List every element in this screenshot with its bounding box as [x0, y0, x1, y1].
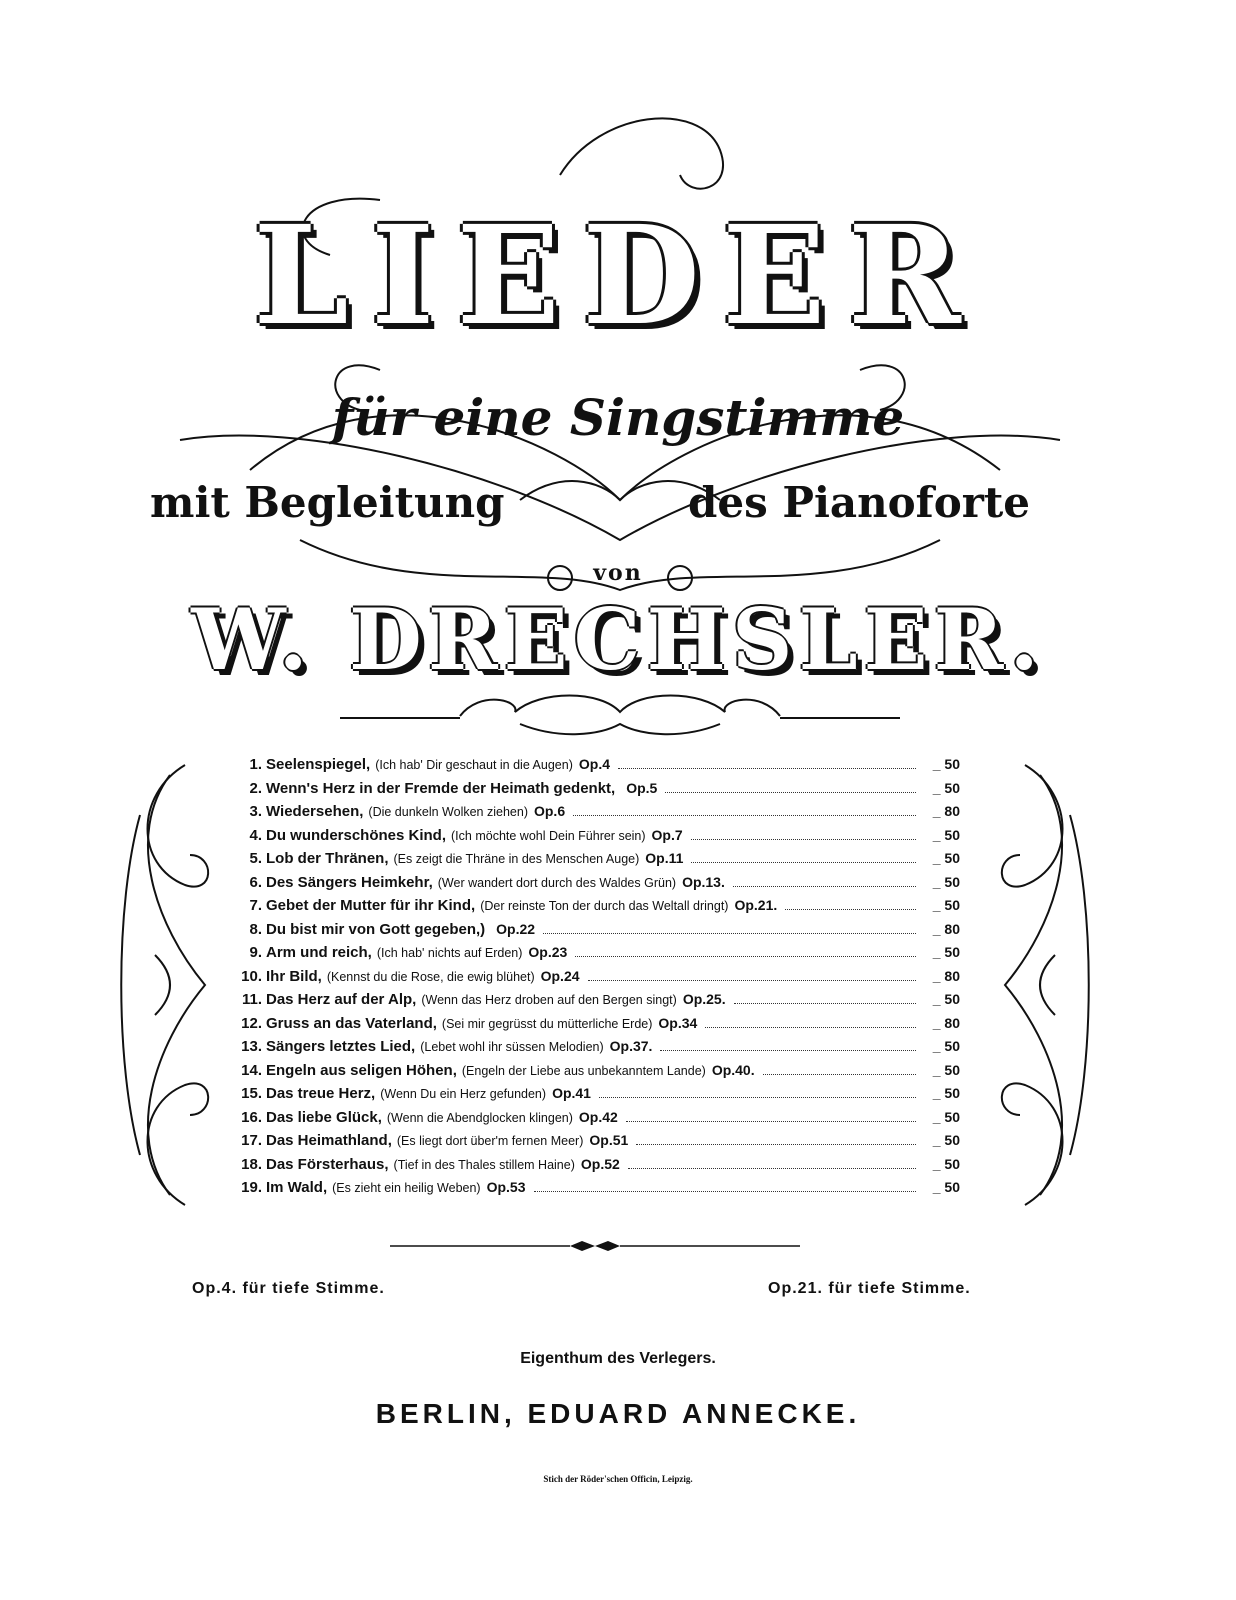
song-number: 12.: [241, 1014, 262, 1032]
subtitle-accompaniment-right: des Pianoforte: [688, 478, 1030, 527]
song-number: 14.: [241, 1061, 262, 1079]
engraver-credit: Stich der Röder'schen Officin, Leipzig.: [543, 1474, 693, 1484]
list-divider: [390, 1236, 800, 1256]
song-first-line: (Es zeigt die Thräne in des Menschen Auge): [393, 852, 640, 866]
song-title: Du bist mir von Gott gegeben,): [266, 920, 486, 938]
leader-dots: [691, 839, 916, 840]
song-first-line: (Der reinste Ton der durch das Weltall dringt): [480, 899, 729, 913]
song-opus: Op.53: [486, 1179, 526, 1195]
song-opus: Op.7: [651, 826, 683, 843]
leader-dots: [665, 792, 916, 793]
song-opus: Op.5: [626, 779, 658, 796]
song-opus: Op.34: [658, 1014, 698, 1031]
song-price: _ 50: [932, 1179, 960, 1195]
song-number: 19.: [241, 1179, 262, 1196]
song-price: _ 80: [932, 803, 960, 819]
song-title: Lob der Thränen,: [266, 850, 389, 867]
leader-dots: [763, 1074, 916, 1075]
song-first-line: (Tief in des Thales stillem Haine): [393, 1157, 575, 1172]
note-low-voice-op21: Op.21. für tiefe Stimme.: [768, 1280, 971, 1297]
song-list-item: [220, 1132, 960, 1156]
song-price: _ 50: [932, 873, 960, 890]
song-title: Engeln aus seligen Höhen,: [266, 1061, 457, 1079]
song-opus: Op.4: [578, 756, 610, 772]
song-list-item: [220, 827, 960, 851]
song-opus: Op.6: [533, 803, 566, 819]
song-number: 5.: [249, 850, 262, 867]
song-opus: Op.21.: [734, 897, 778, 913]
leader-dots: [705, 1027, 916, 1028]
leader-dots: [618, 768, 916, 769]
song-title: Das Heimathland,: [266, 1132, 392, 1149]
song-opus: Op.37.: [609, 1038, 653, 1054]
right-scroll-ornament: [985, 755, 1095, 1215]
song-number: 9.: [249, 944, 262, 961]
song-list-item: [220, 1156, 960, 1180]
song-number: 4.: [249, 826, 262, 844]
song-list-item: [220, 944, 960, 968]
song-list-item: [220, 991, 960, 1015]
leader-dots: [691, 862, 916, 863]
song-opus: Op.41: [552, 1085, 591, 1101]
song-title: Wenn's Herz in der Fremde der Heimath gedenkt,: [266, 779, 616, 797]
song-list-item: [220, 756, 960, 780]
song-opus: Op.22: [496, 920, 536, 937]
subtitle-voice: für eine Singstimme: [331, 388, 905, 447]
leader-dots: [534, 1191, 917, 1192]
song-title: Des Sängers Heimkehr,: [266, 873, 433, 891]
song-price: _ 80: [932, 967, 960, 984]
property-notice: Eigenthum des Verlegers.: [520, 1350, 716, 1367]
by-label: von: [593, 560, 643, 586]
song-opus: Op.40.: [711, 1061, 755, 1078]
song-price: _ 50: [932, 850, 960, 866]
song-first-line: (Es liegt dort über'm fernen Meer): [396, 1134, 584, 1148]
song-list-item: [220, 780, 960, 804]
leader-dots: [543, 933, 916, 934]
song-list-item: [220, 968, 960, 992]
song-price: _ 50: [932, 779, 960, 796]
song-list-item: [220, 1179, 960, 1203]
song-number: 3.: [249, 803, 262, 820]
song-title: Ihr Bild,: [266, 967, 322, 985]
song-opus: Op.25.: [682, 991, 726, 1007]
song-list-item: [220, 1038, 960, 1062]
song-price: _ 50: [932, 1038, 960, 1054]
song-title: Das Herz auf der Alp,: [266, 991, 417, 1008]
song-first-line: (Es zieht ein heilig Weben): [332, 1181, 481, 1195]
leader-dots: [599, 1097, 916, 1098]
leader-dots: [573, 815, 916, 816]
song-opus: Op.52: [580, 1155, 620, 1172]
leader-dots: [628, 1168, 916, 1169]
song-number: 11.: [241, 991, 262, 1008]
song-title: Du wunderschönes Kind,: [266, 826, 447, 844]
song-price: _ 50: [932, 991, 960, 1007]
leader-dots: [626, 1121, 916, 1122]
song-list-item: [220, 874, 960, 898]
song-list-item: [220, 1015, 960, 1039]
composer-name: W. DRECHSLER.: [191, 590, 1045, 689]
song-list-item: [220, 803, 960, 827]
song-title: Im Wald,: [266, 1179, 328, 1196]
leader-dots: [734, 1003, 916, 1004]
song-number: 7.: [249, 897, 262, 914]
song-first-line: (Engeln der Liebe aus unbekanntem Lande): [461, 1063, 706, 1078]
song-opus: Op.13.: [682, 873, 725, 890]
leader-dots: [660, 1050, 916, 1051]
song-number: 18.: [241, 1155, 262, 1173]
song-price: _ 80: [932, 920, 960, 937]
song-number: 8.: [249, 920, 262, 938]
song-list-item: [220, 921, 960, 945]
song-title: Wiedersehen,: [266, 803, 364, 820]
subtitle-accompaniment-left: mit Begleitung: [150, 478, 505, 527]
song-opus: Op.11: [645, 850, 684, 866]
song-first-line: (Kennst du die Rose, die ewig blühet): [326, 969, 535, 984]
song-price: _ 50: [932, 944, 960, 960]
song-first-line: (Ich hab' nichts auf Erden): [376, 946, 523, 960]
song-first-line: (Wenn Du ein Herz gefunden): [380, 1087, 547, 1101]
song-number: 1.: [249, 756, 262, 773]
song-opus: Op.42: [578, 1108, 618, 1125]
song-list: [220, 756, 960, 1203]
song-number: 2.: [249, 779, 262, 797]
song-first-line: (Wenn die Abendglocken klingen): [386, 1110, 573, 1125]
song-opus: Op.23: [528, 944, 568, 960]
song-first-line: (Ich möchte wohl Dein Führer sein): [451, 828, 646, 843]
song-list-item: [220, 1109, 960, 1133]
song-number: 13.: [241, 1038, 262, 1055]
left-scroll-ornament: [115, 755, 225, 1215]
song-price: _ 50: [932, 1155, 960, 1172]
song-title: Das Försterhaus,: [266, 1155, 389, 1173]
song-first-line: (Die dunkeln Wolken ziehen): [368, 805, 528, 819]
leader-dots: [588, 980, 916, 981]
song-title: Das liebe Glück,: [266, 1108, 382, 1126]
song-title: Das treue Herz,: [266, 1085, 376, 1102]
song-list-item: [220, 897, 960, 921]
song-first-line: (Wer wandert dort durch des Waldes Grün): [437, 875, 677, 890]
song-price: _ 50: [932, 1061, 960, 1078]
leader-dots: [785, 909, 916, 910]
leader-dots: [636, 1144, 916, 1145]
song-title: Gruss an das Vaterland,: [266, 1014, 437, 1032]
song-price: _ 50: [932, 826, 960, 843]
song-price: _ 50: [932, 1085, 960, 1101]
song-number: 15.: [241, 1085, 262, 1102]
song-list-item: [220, 1062, 960, 1086]
song-price: _ 50: [932, 1108, 960, 1125]
song-title: Seelenspiegel,: [266, 756, 371, 773]
song-opus: Op.51: [589, 1132, 629, 1148]
song-price: _ 80: [932, 1014, 960, 1031]
song-number: 6.: [249, 873, 262, 891]
song-list-item: [220, 850, 960, 874]
song-number: 16.: [241, 1108, 262, 1126]
publisher: BERLIN, EDUARD ANNECKE.: [375, 1398, 861, 1429]
song-first-line: (Sei mir gegrüsst du mütterliche Erde): [441, 1016, 653, 1031]
song-title: Arm und reich,: [266, 944, 372, 961]
song-first-line: (Ich hab' Dir geschaut in die Augen): [375, 758, 573, 772]
note-low-voice-op4: Op.4. für tiefe Stimme.: [192, 1280, 385, 1297]
song-number: 17.: [241, 1132, 262, 1149]
song-title: Gebet der Mutter für ihr Kind,: [266, 897, 476, 914]
song-first-line: (Wenn das Herz droben auf den Bergen singt): [421, 993, 677, 1007]
song-price: _ 50: [932, 897, 960, 913]
page-title: LIEDER: [253, 196, 983, 356]
song-first-line: (Lebet wohl ihr süssen Melodien): [420, 1040, 604, 1054]
leader-dots: [733, 886, 916, 887]
song-title: Sängers letztes Lied,: [266, 1038, 416, 1055]
song-opus: Op.24: [540, 967, 580, 984]
song-price: _ 50: [932, 756, 960, 772]
leader-dots: [575, 956, 916, 957]
song-number: 10.: [241, 967, 262, 985]
song-list-item: [220, 1085, 960, 1109]
song-price: _ 50: [932, 1132, 960, 1148]
